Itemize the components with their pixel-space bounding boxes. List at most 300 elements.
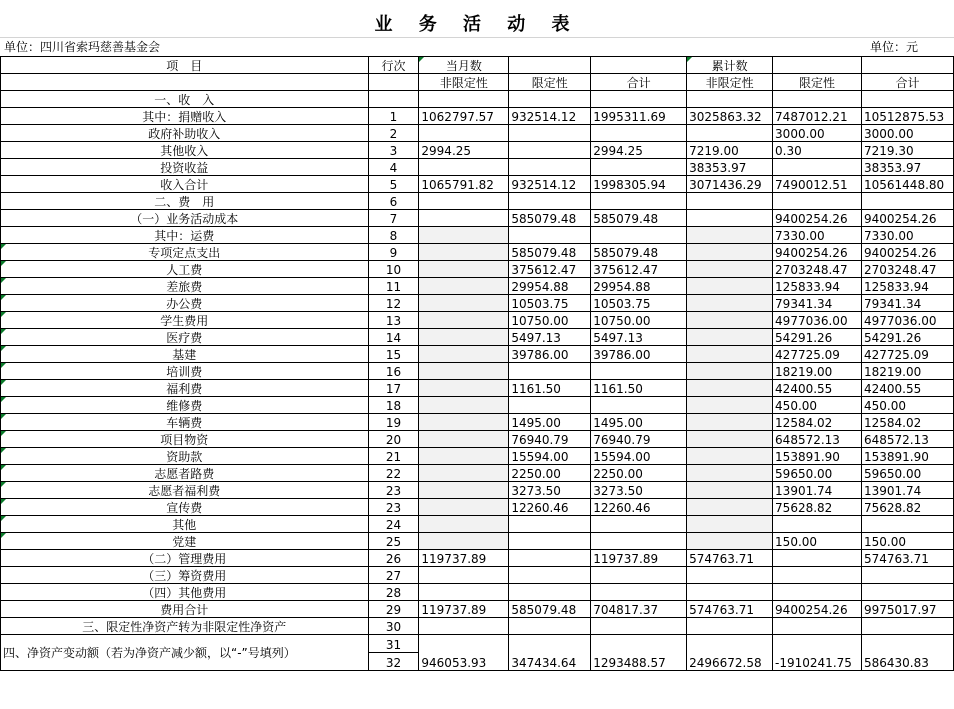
row-label[interactable]: 项目物资 [1,431,369,448]
current-restricted-cell[interactable]: 39786.00 [509,346,591,363]
current-total-cell[interactable]: 15594.00 [591,448,687,465]
row-label[interactable]: 政府补助收入 [1,125,369,142]
current-restricted-cell[interactable]: 585079.48 [509,210,591,227]
current-total-cell[interactable]: 2250.00 [591,465,687,482]
cumulative-unrestricted-cell[interactable]: 38353.97 [687,159,773,176]
report-title: 业 务 活 动 表 [374,14,580,35]
cumulative-total-cell[interactable]: 574763.71 [862,550,954,567]
row-label[interactable]: 宣传费 [1,499,369,516]
current-restricted-cell[interactable]: 347434.64 [509,635,591,671]
cumulative-total-cell[interactable]: 12584.02 [862,414,954,431]
current-total-cell[interactable]: 2994.25 [591,142,687,159]
row-number[interactable]: 21 [368,448,419,465]
current-total-cell[interactable]: 704817.37 [591,601,687,618]
row-label[interactable]: 三、限定性净资产转为非限定性净资产 [1,618,369,635]
table-row [1,329,954,346]
row-number[interactable]: 26 [368,550,419,567]
row-number[interactable]: 2 [368,125,419,142]
table-row [1,159,954,176]
cumulative-restricted-cell[interactable]: 9400254.26 [773,601,862,618]
row-label[interactable]: 费用合计 [1,601,369,618]
row-number[interactable]: 17 [368,380,419,397]
current-unrestricted-cell[interactable] [419,584,509,601]
row-number[interactable]: 3 [368,142,419,159]
cumulative-unrestricted-cell[interactable] [687,380,773,397]
cumulative-restricted-cell[interactable]: 59650.00 [773,465,862,482]
current-total-header[interactable]: 合计 [591,74,687,91]
row-label[interactable]: 差旅费 [1,278,369,295]
row-label[interactable]: 专项定点支出 [1,244,369,261]
row-label[interactable]: 志愿者路费 [1,465,369,482]
cumulative-header[interactable]: 累计数 [687,57,773,74]
row-number[interactable]: 12 [368,295,419,312]
row-label[interactable]: 资助款 [1,448,369,465]
cumulative-unrestricted-cell[interactable] [687,363,773,380]
current-unrestricted-cell[interactable] [419,329,509,346]
current-unrestricted-cell[interactable] [419,482,509,499]
current-unrestricted-cell[interactable] [419,363,509,380]
current-total-cell[interactable] [591,584,687,601]
cumulative-unrestricted-cell[interactable] [687,533,773,550]
row-label[interactable]: 党建 [1,533,369,550]
row-label[interactable]: 培训费 [1,363,369,380]
current-total-cell[interactable] [591,397,687,414]
current-unrestricted-cell[interactable]: 2994.25 [419,142,509,159]
current-total-cell[interactable] [591,193,687,210]
current-restricted-cell[interactable]: 15594.00 [509,448,591,465]
row-number[interactable]: 32 [368,653,419,671]
current-total-cell[interactable]: 3273.50 [591,482,687,499]
current-restricted-cell[interactable] [509,533,591,550]
cumulative-unrestricted-cell[interactable] [687,210,773,227]
row-number[interactable]: 14 [368,329,419,346]
cumulative-unrestricted-cell[interactable] [687,431,773,448]
row-number[interactable]: 4 [368,159,419,176]
current-restricted-cell[interactable] [509,618,591,635]
cumulative-total-cell[interactable] [862,193,954,210]
row-number[interactable]: 8 [368,227,419,244]
cumulative-unrestricted-cell[interactable] [687,414,773,431]
cumulative-total-cell[interactable]: 7219.30 [862,142,954,159]
empty-cell[interactable] [862,57,954,74]
row-label[interactable]: 人工费 [1,261,369,278]
cumulative-total-cell[interactable]: 150.00 [862,533,954,550]
current-total-cell[interactable] [591,159,687,176]
cumulative-unrestricted-cell[interactable]: 2496672.58 [687,635,773,671]
cumulative-total-cell[interactable] [862,567,954,584]
row-number[interactable]: 24 [368,516,419,533]
current-total-cell[interactable]: 1161.50 [591,380,687,397]
row-label[interactable]: 志愿者福利费 [1,482,369,499]
cumulative-unrestricted-cell[interactable] [687,329,773,346]
current-unrestricted-cell[interactable] [419,414,509,431]
cumulative-total-cell[interactable]: 42400.55 [862,380,954,397]
current-unrestricted-cell[interactable] [419,210,509,227]
current-total-cell[interactable] [591,533,687,550]
cumulative-restricted-cell[interactable]: 7487012.21 [773,108,862,125]
current-total-cell[interactable] [591,91,687,108]
row-number[interactable]: 1 [368,108,419,125]
cumulative-restricted-cell[interactable] [773,584,862,601]
current-total-cell[interactable] [591,516,687,533]
cumulative-restricted-cell[interactable] [773,550,862,567]
row-label[interactable]: 一、收 入 [1,91,369,108]
cumulative-restricted-cell[interactable]: -1910241.75 [773,635,862,671]
row-number[interactable]: 19 [368,414,419,431]
row-number[interactable]: 18 [368,397,419,414]
current-unrestricted-cell[interactable] [419,499,509,516]
table-row [1,431,954,448]
cumulative-total-cell[interactable]: 10512875.53 [862,108,954,125]
cumulative-unrestricted-cell[interactable] [687,193,773,210]
row-label[interactable]: 车辆费 [1,414,369,431]
table-row [1,108,954,125]
current-restricted-cell[interactable]: 1495.00 [509,414,591,431]
row-number[interactable]: 5 [368,176,419,193]
cumulative-total-cell[interactable]: 9975017.97 [862,601,954,618]
current-restricted-cell[interactable]: 932514.12 [509,108,591,125]
cumulative-restricted-cell[interactable]: 54291.26 [773,329,862,346]
cumulative-restricted-cell[interactable] [773,193,862,210]
current-restricted-cell[interactable] [509,125,591,142]
row-label[interactable]: 福利费 [1,380,369,397]
current-unrestricted-cell[interactable] [419,312,509,329]
cumulative-unrestricted-cell[interactable] [687,261,773,278]
cumulative-unrestricted-cell[interactable] [687,567,773,584]
cumulative-restricted-cell[interactable]: 7490012.51 [773,176,862,193]
current-total-cell[interactable]: 39786.00 [591,346,687,363]
current-restricted-cell[interactable]: 375612.47 [509,261,591,278]
row-number[interactable]: 27 [368,567,419,584]
cumulative-unrestricted-cell[interactable] [687,499,773,516]
current-restricted-cell[interactable]: 10750.00 [509,312,591,329]
current-restricted-cell[interactable]: 29954.88 [509,278,591,295]
table-row [1,125,954,142]
current-total-cell[interactable]: 585079.48 [591,210,687,227]
current-unrestricted-cell[interactable]: 1065791.82 [419,176,509,193]
row-label[interactable]: 学生费用 [1,312,369,329]
current-unrestricted-cell[interactable] [419,448,509,465]
row-number[interactable]: 11 [368,278,419,295]
cumulative-restricted-cell[interactable]: 13901.74 [773,482,862,499]
current-restricted-cell[interactable] [509,567,591,584]
cumulative-restricted-cell[interactable] [773,159,862,176]
current-restricted-cell[interactable]: 585079.48 [509,601,591,618]
cumulative-restricted-cell[interactable]: 18219.00 [773,363,862,380]
row-number[interactable]: 23 [368,482,419,499]
cumulative-total-cell[interactable]: 10561448.80 [862,176,954,193]
cumulative-restricted-cell[interactable]: 427725.09 [773,346,862,363]
current-restricted-header[interactable]: 限定性 [509,74,591,91]
item-header[interactable]: 项 目 [1,57,369,74]
cumulative-restricted-cell[interactable]: 9400254.26 [773,210,862,227]
cumulative-unrestricted-cell[interactable] [687,516,773,533]
current-total-cell[interactable] [591,227,687,244]
current-unrestricted-header[interactable]: 非限定性 [419,74,509,91]
current-unrestricted-cell[interactable] [419,380,509,397]
cumulative-unrestricted-cell[interactable] [687,312,773,329]
row-label[interactable]: 维修费 [1,397,369,414]
cumulative-total-cell[interactable]: 153891.90 [862,448,954,465]
current-total-cell[interactable]: 1293488.57 [591,635,687,671]
current-restricted-cell[interactable]: 932514.12 [509,176,591,193]
cumulative-restricted-cell[interactable]: 153891.90 [773,448,862,465]
current-total-cell[interactable] [591,618,687,635]
current-unrestricted-cell[interactable] [419,533,509,550]
row-number[interactable]: 22 [368,465,419,482]
current-restricted-cell[interactable] [509,159,591,176]
table-row [1,363,954,380]
empty-cell[interactable] [509,57,591,74]
cumulative-unrestricted-cell[interactable]: 574763.71 [687,601,773,618]
current-unrestricted-cell[interactable] [419,346,509,363]
row-number[interactable]: 20 [368,431,419,448]
current-unrestricted-cell[interactable] [419,125,509,142]
row-no-header[interactable]: 行次 [368,57,419,74]
row-number[interactable]: 16 [368,363,419,380]
row-number[interactable]: 13 [368,312,419,329]
cumulative-total-cell[interactable]: 3000.00 [862,125,954,142]
row-label[interactable]: （一）业务活动成本 [1,210,369,227]
row-number[interactable]: 7 [368,210,419,227]
row-label[interactable]: 办公费 [1,295,369,312]
cumulative-restricted-cell[interactable]: 9400254.26 [773,244,862,261]
cumulative-total-cell[interactable]: 18219.00 [862,363,954,380]
cumulative-total-cell[interactable]: 75628.82 [862,499,954,516]
empty-cell[interactable] [1,74,369,91]
cumulative-unrestricted-header[interactable]: 非限定性 [687,74,773,91]
empty-cell[interactable] [591,57,687,74]
row-label[interactable]: （四）其他费用 [1,584,369,601]
current-restricted-cell[interactable] [509,142,591,159]
cumulative-total-cell[interactable] [862,91,954,108]
cumulative-restricted-header[interactable]: 限定性 [773,74,862,91]
cumulative-restricted-cell[interactable]: 125833.94 [773,278,862,295]
cumulative-restricted-cell[interactable]: 0.30 [773,142,862,159]
current-restricted-cell[interactable]: 76940.79 [509,431,591,448]
cumulative-total-cell[interactable] [862,618,954,635]
cumulative-unrestricted-cell[interactable] [687,397,773,414]
current-total-cell[interactable]: 76940.79 [591,431,687,448]
cumulative-restricted-cell[interactable]: 42400.55 [773,380,862,397]
table-row [1,516,954,533]
cumulative-total-cell[interactable]: 7330.00 [862,227,954,244]
cumulative-restricted-cell[interactable] [773,567,862,584]
cumulative-unrestricted-cell[interactable] [687,227,773,244]
cumulative-unrestricted-cell[interactable] [687,346,773,363]
table-row [1,533,954,550]
row-number[interactable]: 25 [368,533,419,550]
cumulative-restricted-cell[interactable]: 3000.00 [773,125,862,142]
current-total-cell[interactable]: 1998305.94 [591,176,687,193]
row-label[interactable]: 其中：捐赠收入 [1,108,369,125]
cumulative-unrestricted-cell[interactable] [687,244,773,261]
current-restricted-cell[interactable] [509,516,591,533]
cumulative-restricted-cell[interactable]: 150.00 [773,533,862,550]
cumulative-total-cell[interactable]: 38353.97 [862,159,954,176]
current-restricted-cell[interactable]: 1161.50 [509,380,591,397]
cumulative-unrestricted-cell[interactable] [687,278,773,295]
net-asset-change-label[interactable]: 四、净资产变动额（若为净资产减少额，以“-”号填列） [1,635,369,671]
cumulative-total-cell[interactable]: 9400254.26 [862,210,954,227]
current-restricted-cell[interactable] [509,397,591,414]
current-total-cell[interactable]: 29954.88 [591,278,687,295]
cumulative-total-cell[interactable] [862,516,954,533]
cumulative-total-cell[interactable]: 427725.09 [862,346,954,363]
cumulative-restricted-cell[interactable]: 12584.02 [773,414,862,431]
current-unrestricted-cell[interactable] [419,244,509,261]
current-unrestricted-cell[interactable] [419,159,509,176]
current-unrestricted-cell[interactable] [419,465,509,482]
row-label[interactable]: （三）筹资费用 [1,567,369,584]
cumulative-restricted-cell[interactable]: 75628.82 [773,499,862,516]
current-total-cell[interactable] [591,363,687,380]
current-restricted-cell[interactable] [509,227,591,244]
row-number[interactable]: 10 [368,261,419,278]
row-number[interactable]: 15 [368,346,419,363]
cumulative-total-cell[interactable]: 9400254.26 [862,244,954,261]
cumulative-total-cell[interactable]: 59650.00 [862,465,954,482]
current-unrestricted-cell[interactable] [419,567,509,584]
current-unrestricted-cell[interactable] [419,227,509,244]
current-total-cell[interactable]: 5497.13 [591,329,687,346]
current-restricted-cell[interactable] [509,584,591,601]
cumulative-restricted-cell[interactable]: 4977036.00 [773,312,862,329]
cumulative-unrestricted-cell[interactable]: 7219.00 [687,142,773,159]
current-total-cell[interactable]: 1495.00 [591,414,687,431]
row-number[interactable]: 6 [368,193,419,210]
cumulative-unrestricted-cell[interactable] [687,465,773,482]
cumulative-total-cell[interactable]: 4977036.00 [862,312,954,329]
cumulative-total-cell[interactable]: 125833.94 [862,278,954,295]
current-unrestricted-cell[interactable]: 119737.89 [419,550,509,567]
cumulative-unrestricted-cell[interactable] [687,295,773,312]
cumulative-unrestricted-cell[interactable] [687,91,773,108]
current-restricted-cell[interactable] [509,193,591,210]
cumulative-total-cell[interactable] [862,584,954,601]
current-restricted-cell[interactable]: 12260.46 [509,499,591,516]
current-unrestricted-cell[interactable] [419,516,509,533]
cumulative-total-cell[interactable]: 648572.13 [862,431,954,448]
row-label[interactable]: 医疗费 [1,329,369,346]
cumulative-total-cell[interactable]: 54291.26 [862,329,954,346]
table-row [1,312,954,329]
current-total-cell[interactable]: 12260.46 [591,499,687,516]
row-label[interactable]: 投资收益 [1,159,369,176]
current-total-cell[interactable]: 119737.89 [591,550,687,567]
cumulative-unrestricted-cell[interactable] [687,125,773,142]
row-label[interactable]: （二）管理费用 [1,550,369,567]
current-restricted-cell[interactable] [509,363,591,380]
row-label[interactable]: 其他收入 [1,142,369,159]
cumulative-total-cell[interactable]: 586430.83 [862,635,954,671]
current-unrestricted-cell[interactable] [419,618,509,635]
current-unrestricted-cell[interactable]: 946053.93 [419,635,509,671]
cumulative-restricted-cell[interactable]: 648572.13 [773,431,862,448]
cumulative-total-cell[interactable]: 450.00 [862,397,954,414]
unit-label: 单位：四川省索玛慈善基金会 [4,40,161,54]
cumulative-restricted-cell[interactable]: 7330.00 [773,227,862,244]
row-label[interactable]: 其中：运费 [1,227,369,244]
current-total-cell[interactable]: 375612.47 [591,261,687,278]
cumulative-unrestricted-cell[interactable] [687,482,773,499]
current-unrestricted-cell[interactable] [419,193,509,210]
current-restricted-cell[interactable]: 5497.13 [509,329,591,346]
cumulative-total-cell[interactable]: 79341.34 [862,295,954,312]
table-row [1,499,954,516]
table-row [1,346,954,363]
current-total-cell[interactable]: 585079.48 [591,244,687,261]
row-number[interactable]: 29 [368,601,419,618]
current-total-cell[interactable] [591,567,687,584]
current-total-cell[interactable] [591,125,687,142]
current-total-cell[interactable]: 1995311.69 [591,108,687,125]
current-restricted-cell[interactable]: 10503.75 [509,295,591,312]
row-label[interactable]: 其他 [1,516,369,533]
row-number[interactable]: 30 [368,618,419,635]
current-unrestricted-cell[interactable]: 119737.89 [419,601,509,618]
table-row [1,465,954,482]
current-month-header[interactable]: 当月数 [419,57,509,74]
cumulative-total-cell[interactable]: 2703248.47 [862,261,954,278]
current-unrestricted-cell[interactable] [419,397,509,414]
cumulative-total-header[interactable]: 合计 [862,74,954,91]
row-number[interactable]: 9 [368,244,419,261]
cumulative-total-cell[interactable]: 13901.74 [862,482,954,499]
cumulative-restricted-cell[interactable]: 450.00 [773,397,862,414]
current-unrestricted-cell[interactable] [419,91,509,108]
current-unrestricted-cell[interactable] [419,431,509,448]
table-row [1,295,954,312]
cumulative-unrestricted-cell[interactable]: 574763.71 [687,550,773,567]
cumulative-restricted-cell[interactable]: 79341.34 [773,295,862,312]
current-total-cell[interactable]: 10750.00 [591,312,687,329]
current-unrestricted-cell[interactable] [419,295,509,312]
row-label[interactable]: 二、费 用 [1,193,369,210]
cumulative-unrestricted-cell[interactable]: 3025863.32 [687,108,773,125]
current-unrestricted-cell[interactable] [419,278,509,295]
current-unrestricted-cell[interactable]: 1062797.57 [419,108,509,125]
table-row [1,176,954,193]
current-restricted-cell[interactable]: 2250.00 [509,465,591,482]
cumulative-unrestricted-cell[interactable] [687,618,773,635]
table-row [1,380,954,397]
cumulative-restricted-cell[interactable] [773,618,862,635]
row-number[interactable]: 31 [368,635,419,653]
cumulative-unrestricted-cell[interactable] [687,448,773,465]
current-restricted-cell[interactable]: 585079.48 [509,244,591,261]
table-row [1,550,954,567]
cumulative-restricted-cell[interactable]: 2703248.47 [773,261,862,278]
cumulative-restricted-cell[interactable] [773,516,862,533]
empty-cell[interactable] [368,74,419,91]
current-restricted-cell[interactable] [509,91,591,108]
row-number[interactable]: 23 [368,499,419,516]
current-unrestricted-cell[interactable] [419,261,509,278]
current-restricted-cell[interactable]: 3273.50 [509,482,591,499]
row-number[interactable] [368,91,419,108]
empty-cell[interactable] [773,57,862,74]
current-total-cell[interactable]: 10503.75 [591,295,687,312]
row-label[interactable]: 收入合计 [1,176,369,193]
cumulative-unrestricted-cell[interactable] [687,584,773,601]
cumulative-restricted-cell[interactable] [773,91,862,108]
row-label[interactable]: 基建 [1,346,369,363]
current-restricted-cell[interactable] [509,550,591,567]
table-row [1,448,954,465]
cumulative-unrestricted-cell[interactable]: 3071436.29 [687,176,773,193]
row-number[interactable]: 28 [368,584,419,601]
